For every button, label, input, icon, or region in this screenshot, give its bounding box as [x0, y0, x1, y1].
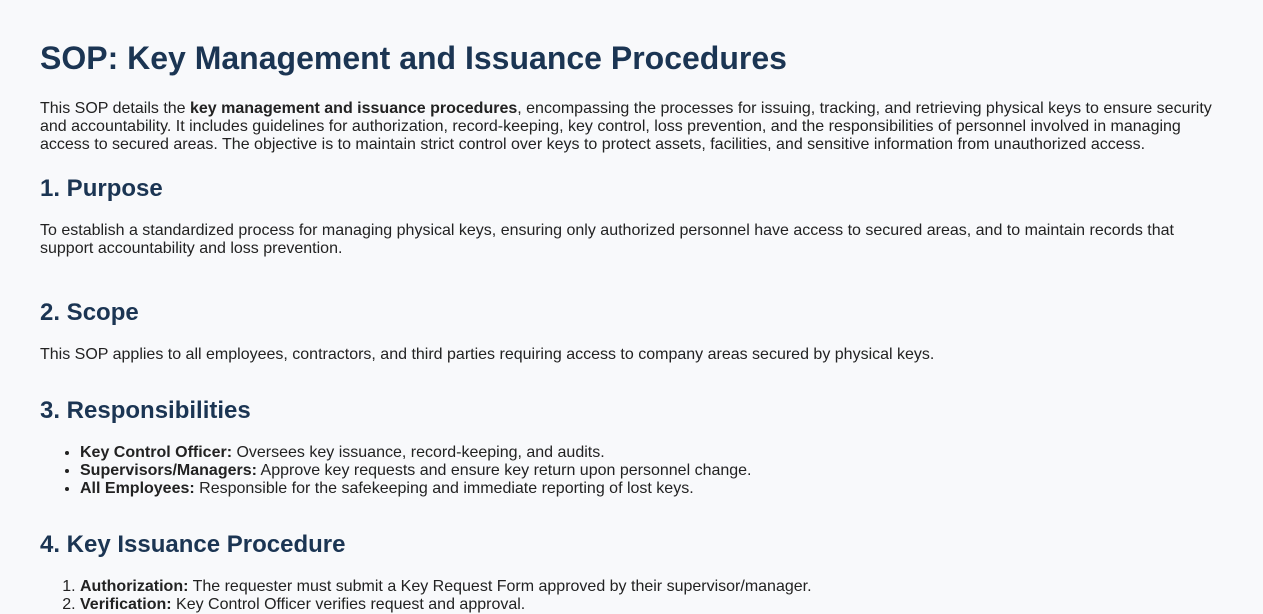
list-item: [80, 480, 1223, 498]
list-item-desc: Oversees key issuance, record-keeping, and audits.: [232, 444, 605, 461]
section-text-purpose: To establish a standardized process for managing physical keys, ensuring only authorized personnel have access to secured areas, and to maintain records that support accountability and loss prevention.: [40, 222, 1174, 257]
list-item-term: Authorization:: [80, 578, 189, 595]
issuance-steps-list: [40, 578, 1223, 614]
list-item: [80, 462, 1223, 480]
intro-text-end: , encompassing the processes for issuing, tracking, and retrieving physical keys to ensure security and accountability. It includes guidelines for authorization, record-keeping, key control, loss prevention, and the responsibilities of personnel involved in managing access to secured areas. The objective is to maintain strict control over keys to protect assets, facilities, and sensitive information from unauthorized access.: [40, 100, 1212, 153]
list-item-term: Verification:: [80, 596, 172, 613]
list-item-desc: Approve key requests and ensure key return upon personnel change.: [256, 462, 752, 479]
list-item-desc: Key Control Officer verifies request and approval.: [171, 596, 526, 613]
list-item-desc: Responsible for the safekeeping and immediate reporting of lost keys.: [194, 480, 694, 497]
section-scope: [40, 298, 1223, 364]
list-item: [80, 444, 1223, 462]
list-item: [80, 578, 1223, 596]
list-item: [80, 596, 1223, 614]
list-item-desc: The requester must submit a Key Request Form approved by their supervisor/manager.: [188, 578, 812, 595]
section-heading-key-issuance: 4. Key Issuance Procedure: [40, 531, 346, 558]
responsibilities-list: [40, 444, 1223, 498]
page-title: SOP: Key Management and Issuance Procedures: [40, 40, 787, 76]
section-text-scope: This SOP applies to all employees, contractors, and third parties requiring access to company areas secured by physical keys.: [40, 346, 935, 363]
section-heading-responsibilities: 3. Responsibilities: [40, 397, 251, 424]
list-item-term: Supervisors/Managers:: [80, 462, 257, 479]
section-purpose: [40, 174, 1223, 258]
list-item-term: Key Control Officer:: [80, 444, 233, 461]
intro-text-start: This SOP details the: [40, 100, 190, 117]
list-item-term: All Employees:: [80, 480, 195, 497]
intro-bold-text: key management and issuance procedures: [190, 100, 518, 117]
section-responsibilities: [40, 396, 1223, 498]
section-heading-scope: 2. Scope: [40, 299, 139, 326]
section-key-issuance: [40, 530, 1223, 614]
intro-paragraph: [40, 100, 1223, 154]
section-heading-purpose: 1. Purpose: [40, 175, 163, 202]
